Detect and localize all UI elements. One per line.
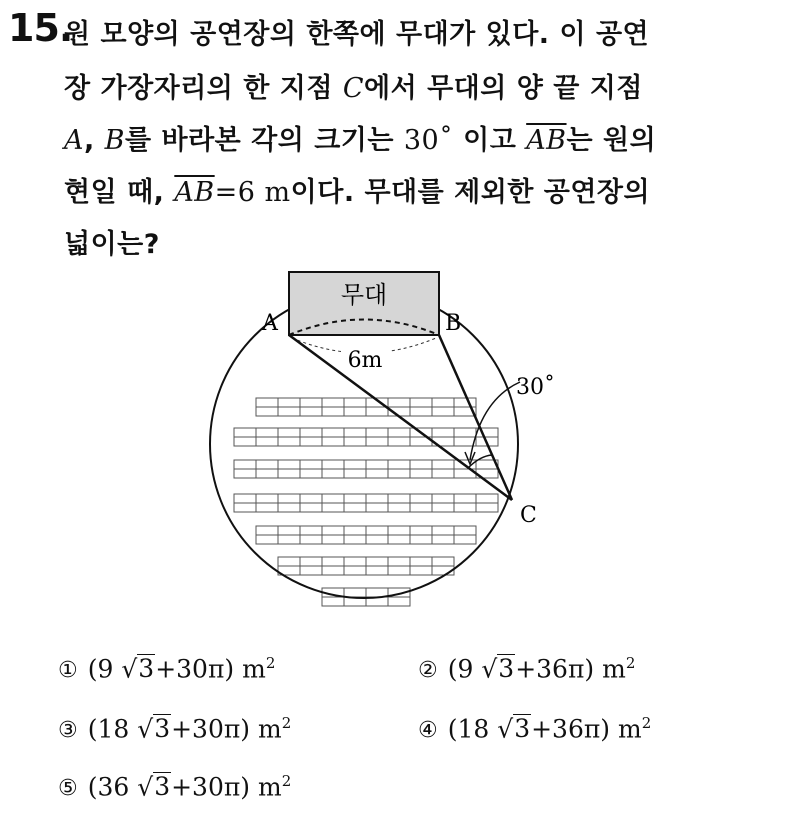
- choice-2[interactable]: ② (9 √3+36π) $m^2$: [418, 654, 636, 684]
- angle-label: 30˚: [516, 375, 555, 400]
- question-text: 를 바라본 각의 크기는: [125, 125, 404, 156]
- choice-number: ②: [418, 658, 438, 684]
- question-line-1: 원 모양의 공연장의 한쪽에 무대가 있다. 이 공연: [64, 19, 650, 50]
- question-text: 현일 때,: [64, 177, 175, 208]
- question-number: 15.: [8, 6, 73, 50]
- question-text: 는 원의: [566, 125, 657, 156]
- question-text: ,: [84, 125, 105, 156]
- choice-number: ①: [58, 658, 78, 684]
- segment-ab-ref: $\overline{AB}$: [526, 125, 567, 156]
- point-a-ref: A: [64, 125, 84, 156]
- point-c-label: C: [520, 503, 537, 528]
- question-line-5: 넓이는?: [64, 229, 160, 260]
- question-text: 이다. 무대를 제외한 공연장의: [290, 177, 651, 208]
- question-text: 이고: [453, 125, 527, 156]
- length-label: 6m: [347, 348, 383, 373]
- choice-1[interactable]: ① (9 √3+30π) $m^2$: [58, 654, 276, 684]
- point-a-label: A: [262, 311, 278, 336]
- length-equation: =6 m: [214, 177, 291, 208]
- choice-number: ④: [418, 718, 438, 744]
- stage-label: 무대: [340, 281, 388, 309]
- choice-number: ⑤: [58, 776, 78, 802]
- question-text: 장 가장자리의 한 지점: [64, 73, 343, 104]
- seat-rows: [234, 398, 498, 606]
- choice-3[interactable]: ③ (18 √3+30π) $m^2$: [58, 714, 292, 744]
- point-b-ref: B: [104, 125, 126, 156]
- angle-ref: 30˚: [403, 125, 454, 156]
- choice-4[interactable]: ④ (18 √3+36π) $m^2$: [418, 714, 652, 744]
- segment-ab-ref: $\overline{AB}$: [174, 177, 215, 208]
- point-b-label: B: [445, 311, 462, 336]
- choice-number: ③: [58, 718, 78, 744]
- choice-5[interactable]: ⑤ (36 √3+30π) $m^2$: [58, 772, 292, 802]
- point-c-ref: C: [342, 73, 365, 104]
- question-text: 에서 무대의 양 끝 지점: [364, 73, 643, 104]
